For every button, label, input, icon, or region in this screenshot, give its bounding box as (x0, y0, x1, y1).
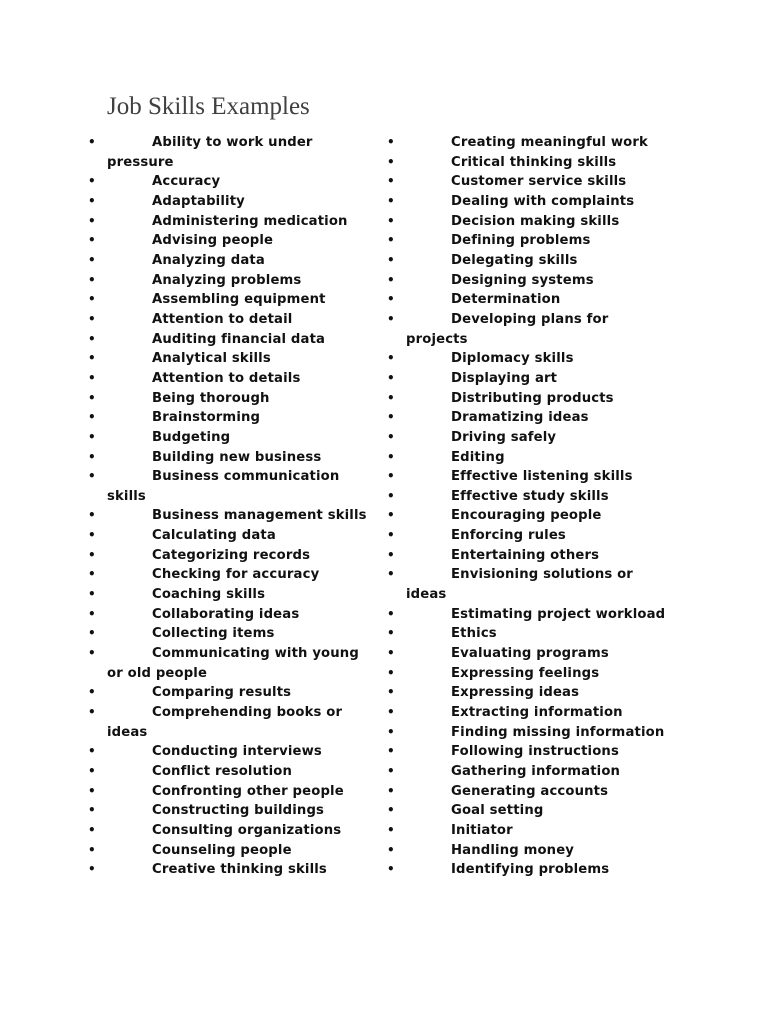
bullet-icon: • (387, 272, 395, 287)
skill-label: Accuracy (152, 174, 221, 190)
skill-label: Dealing with complaints (451, 193, 635, 209)
skill-label: Counseling people (152, 842, 292, 858)
skill-label: Designing systems (451, 272, 594, 288)
list-item (387, 860, 674, 880)
skill-label: Generating accounts (451, 783, 609, 799)
bullet-icon: • (88, 193, 96, 208)
bullet-icon: • (387, 292, 395, 307)
skill-label: Initiator (451, 822, 513, 838)
skill-label: Attention to detail (152, 311, 293, 327)
bullet-icon: • (387, 547, 395, 562)
bullet-icon: • (88, 626, 96, 641)
skill-label: Confronting other people (152, 783, 344, 799)
list-item (387, 605, 674, 625)
bullet-icon: • (88, 272, 96, 287)
bullet-icon: • (387, 390, 395, 405)
bullet-icon: • (387, 135, 395, 149)
list-item (387, 506, 674, 526)
list-item (88, 703, 375, 742)
skill-label: Coaching skills (152, 587, 266, 603)
skill-label: Being thorough (152, 390, 270, 406)
list-item (88, 192, 375, 212)
skill-label: Evaluating programs (451, 646, 609, 662)
skill-label: Calculating data (152, 528, 276, 544)
skill-label: Categorizing records (152, 547, 311, 563)
bullet-icon: • (88, 508, 96, 523)
skill-label: Analyzing problems (152, 272, 302, 288)
bullet-icon: • (387, 685, 395, 700)
skill-label: Entertaining others (451, 547, 600, 563)
bullet-icon: • (88, 429, 96, 444)
skill-label: Analytical skills (152, 351, 271, 367)
bullet-icon: • (88, 547, 96, 562)
list-item (387, 467, 674, 487)
list-item (387, 133, 674, 153)
list-item (387, 782, 674, 802)
list-item (88, 310, 375, 330)
skill-label: Displaying art (451, 370, 558, 386)
bullet-icon: • (88, 469, 96, 484)
bullet-icon: • (88, 822, 96, 837)
list-item (88, 762, 375, 782)
list-item (88, 526, 375, 546)
bullet-icon: • (387, 252, 395, 267)
skill-label: Communicating with young or old people (107, 646, 359, 681)
bullet-icon: • (88, 862, 96, 877)
bullet-icon: • (88, 390, 96, 405)
bullet-icon: • (387, 469, 395, 484)
skill-label: Constructing buildings (152, 803, 325, 819)
list-item (387, 624, 674, 644)
bullet-icon: • (387, 311, 395, 326)
skill-label: Adaptability (152, 193, 245, 209)
bullet-icon: • (387, 764, 395, 778)
list-item (387, 212, 674, 232)
bullet-icon: • (387, 174, 395, 189)
bullet-icon: • (387, 449, 395, 464)
bullet-icon: • (387, 744, 395, 759)
bullet-icon: • (387, 351, 395, 366)
list-item (387, 448, 674, 468)
bullet-icon: • (387, 665, 395, 680)
skill-label: Encouraging people (451, 508, 602, 524)
bullet-icon: • (88, 449, 96, 464)
skill-label: Decision making skills (451, 213, 620, 229)
skill-label: Effective study skills (451, 488, 609, 504)
skill-label: Business communication skills (107, 469, 340, 504)
skill-label: Following instructions (451, 744, 619, 760)
list-item (387, 290, 674, 310)
bullet-icon: • (88, 587, 96, 602)
skill-label: Expressing feelings (451, 665, 600, 681)
skill-label: Auditing financial data (152, 331, 326, 347)
skill-label: Customer service skills (451, 174, 627, 190)
skill-label: Conflict resolution (152, 764, 293, 779)
bullet-icon: • (387, 606, 395, 621)
bullet-icon: • (387, 646, 395, 661)
bullet-icon: • (88, 311, 96, 326)
skill-label: Analyzing data (152, 252, 265, 268)
bullet-icon: • (88, 213, 96, 228)
list-item (88, 605, 375, 625)
skill-label: Handling money (451, 842, 575, 858)
list-item (387, 349, 674, 369)
list-item (387, 703, 674, 723)
list-item (88, 251, 375, 271)
skill-label: Goal setting (451, 803, 544, 819)
list-item (387, 192, 674, 212)
skill-label: Finding missing information (451, 724, 665, 740)
bullet-icon: • (387, 822, 395, 837)
skill-label: Gathering information (451, 764, 621, 779)
bullet-icon: • (387, 803, 395, 818)
bullet-icon: • (387, 842, 395, 857)
skill-label: Brainstorming (152, 410, 261, 426)
list-item (387, 762, 674, 782)
skill-label: Comparing results (152, 685, 292, 701)
skill-label: Estimating project workload (451, 606, 666, 622)
bullet-icon: • (88, 252, 96, 267)
skill-label: Comprehending books or ideas (107, 705, 343, 740)
list-item (88, 448, 375, 468)
bullet-icon: • (387, 213, 395, 228)
list-item (88, 133, 375, 172)
bullet-icon: • (387, 528, 395, 543)
bullet-icon: • (88, 803, 96, 818)
bullet-icon: • (88, 744, 96, 759)
list-item (387, 644, 674, 664)
list-item (387, 821, 674, 841)
list-item (387, 742, 674, 762)
skill-label: Envisioning solutions or ideas (406, 567, 633, 603)
list-item (88, 546, 375, 566)
skill-label: Enforcing rules (451, 528, 566, 544)
list-item (88, 782, 375, 802)
bullet-icon: • (387, 154, 395, 169)
bullet-icon: • (88, 351, 96, 366)
bullet-icon: • (88, 331, 96, 346)
skill-label: Administering medication (152, 213, 348, 229)
list-item (387, 389, 674, 409)
bullet-icon: • (387, 783, 395, 798)
bullet-icon: • (387, 488, 395, 503)
list-item (88, 212, 375, 232)
list-item (387, 408, 674, 428)
skill-label: Creative thinking skills (152, 862, 327, 878)
list-item (387, 369, 674, 389)
list-item (387, 428, 674, 448)
skill-label: Building new business (152, 449, 322, 465)
skill-label: Distributing products (451, 390, 614, 406)
bullet-icon: • (88, 528, 96, 543)
bullet-icon: • (387, 724, 395, 739)
skill-label: Creating meaningful work (451, 135, 648, 150)
bullet-icon: • (88, 783, 96, 798)
list-item (387, 683, 674, 703)
list-item (387, 251, 674, 271)
list-item (88, 624, 375, 644)
skill-label: Driving safely (451, 429, 557, 445)
list-item (387, 841, 674, 861)
skill-label: Ability to work under pressure (107, 135, 313, 170)
bullet-icon: • (387, 233, 395, 248)
list-item (88, 349, 375, 369)
bullet-icon: • (387, 508, 395, 523)
list-item (387, 172, 674, 192)
skill-label: Effective listening skills (451, 469, 633, 485)
list-item (387, 231, 674, 251)
bullet-icon: • (88, 174, 96, 189)
skill-label: Expressing ideas (451, 685, 580, 701)
skill-label: Attention to details (152, 370, 301, 386)
skill-label: Editing (451, 449, 505, 465)
list-item (88, 231, 375, 251)
bullet-icon: • (88, 567, 96, 582)
list-item (387, 310, 674, 349)
list-item (88, 271, 375, 291)
bullet-icon: • (88, 606, 96, 621)
list-item (88, 585, 375, 605)
bullet-icon: • (88, 233, 96, 248)
skill-label: Defining problems (451, 233, 591, 249)
skill-label: Budgeting (152, 429, 231, 445)
bullet-icon: • (88, 370, 96, 385)
list-item (88, 821, 375, 841)
skill-label: Delegating skills (451, 252, 578, 268)
skill-label: Diplomacy skills (451, 351, 574, 367)
skill-label: Ethics (451, 626, 497, 642)
list-item (88, 565, 375, 585)
list-item (387, 664, 674, 684)
list-item (88, 801, 375, 821)
list-item (88, 506, 375, 526)
list-item (88, 408, 375, 428)
list-item (387, 153, 674, 173)
bullet-icon: • (387, 705, 395, 720)
skill-label: Determination (451, 292, 561, 308)
skill-label: Checking for accuracy (152, 567, 320, 583)
bullet-icon: • (88, 764, 96, 778)
list-item (387, 565, 674, 604)
list-item (387, 526, 674, 546)
bullet-icon: • (88, 685, 96, 700)
list-item (88, 330, 375, 350)
bullet-icon: • (387, 193, 395, 208)
list-item (88, 683, 375, 703)
list-item (88, 428, 375, 448)
bullet-icon: • (88, 292, 96, 307)
list-item (88, 369, 375, 389)
skill-label: Collecting items (152, 626, 275, 642)
list-item (387, 801, 674, 821)
list-item (88, 742, 375, 762)
bullet-icon: • (88, 646, 96, 661)
bullet-icon: • (387, 370, 395, 385)
skill-label: Extracting information (451, 705, 623, 721)
list-item (88, 860, 375, 880)
list-item (387, 723, 674, 743)
skill-label: Developing plans for projects (406, 311, 609, 347)
skill-label: Critical thinking skills (451, 154, 617, 170)
list-item (387, 271, 674, 291)
bullet-icon: • (387, 626, 395, 641)
skill-label: Conducting interviews (152, 744, 322, 760)
skill-label: Collaborating ideas (152, 606, 300, 622)
bullet-icon: • (387, 429, 395, 444)
list-item (88, 389, 375, 409)
bullet-icon: • (88, 135, 96, 149)
page-title: Job Skills Examples (107, 93, 310, 120)
bullet-icon: • (88, 705, 96, 720)
skill-label: Identifying problems (451, 862, 610, 878)
bullet-icon: • (387, 410, 395, 425)
skills-list-right-column (387, 133, 674, 880)
skill-label: Consulting organizations (152, 822, 342, 838)
list-item (88, 644, 375, 683)
bullet-icon: • (387, 862, 395, 877)
bullet-icon: • (88, 410, 96, 425)
skill-label: Assembling equipment (152, 292, 326, 308)
skill-label: Advising people (152, 233, 274, 249)
list-item (387, 546, 674, 566)
skills-list-left-column (88, 133, 375, 880)
bullet-icon: • (387, 567, 395, 582)
list-item (88, 841, 375, 861)
list-item (88, 467, 375, 506)
list-item (88, 290, 375, 310)
skill-label: Dramatizing ideas (451, 410, 589, 426)
list-item (387, 487, 674, 507)
skill-label: Business management skills (152, 508, 367, 524)
bullet-icon: • (88, 842, 96, 857)
list-item (88, 172, 375, 192)
